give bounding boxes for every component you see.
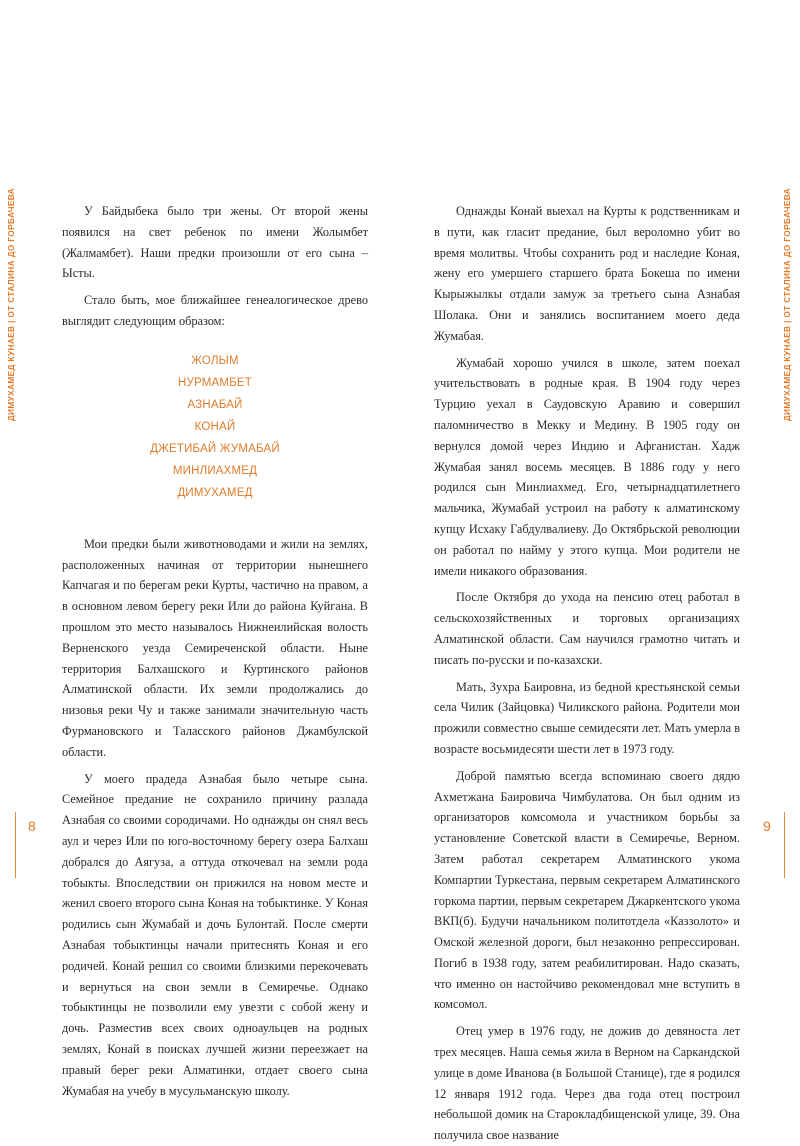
- margin-rule-right: [784, 812, 785, 878]
- paragraph: Мои предки были животноводами и жили на землях, расположенных начиная от территории нынешнего Капчагая и по берегам реки Курты, частично на правом, а в основном левом берегу реки Или до района Куйгана. В прошлом это место называлось Нижнеилийская волость Верненского уезда Семиреченской области. Ныне территория Балхашского и Куртинского районов Алматинской области. Их земли продолжались до низовья реки Чу и также занимали значительную часть Фурмановского и Таласского районов Джамбулской области.: [62, 536, 368, 759]
- genealogy-item: ДЖЕТИБАЙ ЖУМАБАЙ: [150, 442, 280, 455]
- left-page: [0, 0, 400, 1098]
- running-header-text: ДИМУХАМЕД КУНАЕВ | ОТ СТАЛИНА ДО ГОРБАЧЕВА: [782, 188, 792, 422]
- running-header-text: ДИМУХАМЕД КУНАЕВ | ОТ СТАЛИНА ДО ГОРБАЧЕВА: [6, 188, 16, 422]
- genealogy-item: НУРМАМБЕТ: [177, 376, 253, 389]
- paragraph: Однажды Конай выехал на Курты к родственникам и в пути, как гласит предание, был вероломно убит во время молитвы. Чтобы сохранить род и наследие Коная, жену его умершего старшего брата Бокеша по имени Кырыжылкы отдали замуж за третьего сына Азнабая Шолака. Они и занялись воспитанием моего деда Жумабая.: [434, 204, 740, 343]
- genealogy-item: АЗНАБАЙ: [187, 398, 243, 411]
- paragraph: После Октября до ухода на пенсию отец работал в сельскохозяйственных и торговых организациях Алматинской области. Сам научился грамотно читать и писать по-русски и по-казахски.: [434, 590, 740, 667]
- genealogy-item: КОНАЙ: [194, 420, 236, 433]
- paragraph: Доброй памятью всегда вспоминаю своего дядю Ахметжана Баировича Чимбулатова. Он был одним из организаторов комсомола и участником борьбы за установление Советской власти в Семиречье, Верном. Затем работал секретарем Алматинского укома Компартии Туркестана, первым секретарем Алматинского горкома партии, первым секретарем Джаркентского укома ВКП(б). Будучи начальником политотдела «Каззолото» и Омской железной дороги, был незаконно репрессирован. Погиб в 1938 году, затем реабилитирован. Надо сказать, что именно он настойчиво рекомендовал мне вступить в комсомол.: [434, 768, 740, 1012]
- page-number-left: 8: [28, 818, 36, 834]
- text-column-right: [434, 201, 740, 1146]
- paragraph: Отец умер в 1976 году, не дожив до девяноста лет трех месяцев. Наша семья жила в Верном на Саркандской улице в доме Иванова (в Большой Станице), где я родился 12 января 1912 года. Через два года отец построил небольшой домик на Старокладбищенской улице, 39. Она получила свое название: [434, 1024, 740, 1143]
- genealogy-item: ЖОЛЫМ: [191, 354, 239, 367]
- margin-rule-left: [15, 812, 16, 878]
- paragraph: Мать, Зухра Баировна, из бедной крестьянской семьи села Чилик (Зайцовка) Чиликского района. Родители мои прожили совместно свыше семидесяти лет. Мать умерла в возрасте восьмидесяти шести лет в 1973 году.: [434, 679, 740, 756]
- running-header-left: [2, 188, 20, 422]
- paragraph: У моего прадеда Азнабая было четыре сына. Семейное предание не сохранило причину разлада Азнабая со своими сородичами. Но однажды он снял весь аул и через Или по юго-восточному берегу озера Балхаш добрался до Аягуза, а оттуда откочевал на земли рода тобыкты. Впоследствии он прижился на новом месте и женил своего второго сына Коная на тобыктинке. У Коная родились сын Жумабай и дочь Булонтай. После смерти Азнабая тобыктинцы начали притеснять Коная и его родичей. Конай решил со своими близкими перекочевать и вернуться на свои земли в Семиречье. Однако тобыктинцы не позволили ему увезти с собой жену и дочь. Разместив всех своих одноаульцев на родных землях, Конай в поисках лучшей жизни переезжает на правый берег реки Алматинки, отдает своего сына Жумабая на учебу в мусульманскую школу.: [62, 771, 368, 1098]
- genealogy-list: [62, 350, 368, 504]
- genealogy-item: МИНЛИАХМЕД: [172, 464, 258, 477]
- paragraph: Жумабай хорошо учился в школе, затем поехал учительствовать в родные края. В 1904 году через Турцию уехал в Саудовскую Аравию и совершил паломничество в Мекку и Медину. В 1905 году он вернулся домой через Индию и Афганистан. Хадж Жумабая занял восемь месяцев. В 1886 году у него родился сын Минлиахмед. Его, четырнадцатилетнего мальчика, Жумабай устроил на работу к алматинскому купцу Исхаку Габдулвалиеву. До Октябрьской революции он работал по найму у этого купца. Мои родители не имели никакого образования.: [434, 355, 740, 578]
- paragraph: Стало быть, мое ближайшее генеалогическое древо выглядит следующим образом:: [62, 293, 368, 328]
- genealogy-item: ДИМУХАМЕД: [177, 486, 253, 499]
- page-number-right: 9: [763, 818, 771, 834]
- paragraph: У Байдыбека было три жены. От второй жены появился на свет ребенок по имени Жолымбет (Жалмамбет). Наши предки произошли от его сына – Ысты.: [62, 204, 368, 281]
- running-header-right: [778, 188, 796, 422]
- text-column-left: [62, 201, 368, 1101]
- right-page: [400, 0, 800, 1143]
